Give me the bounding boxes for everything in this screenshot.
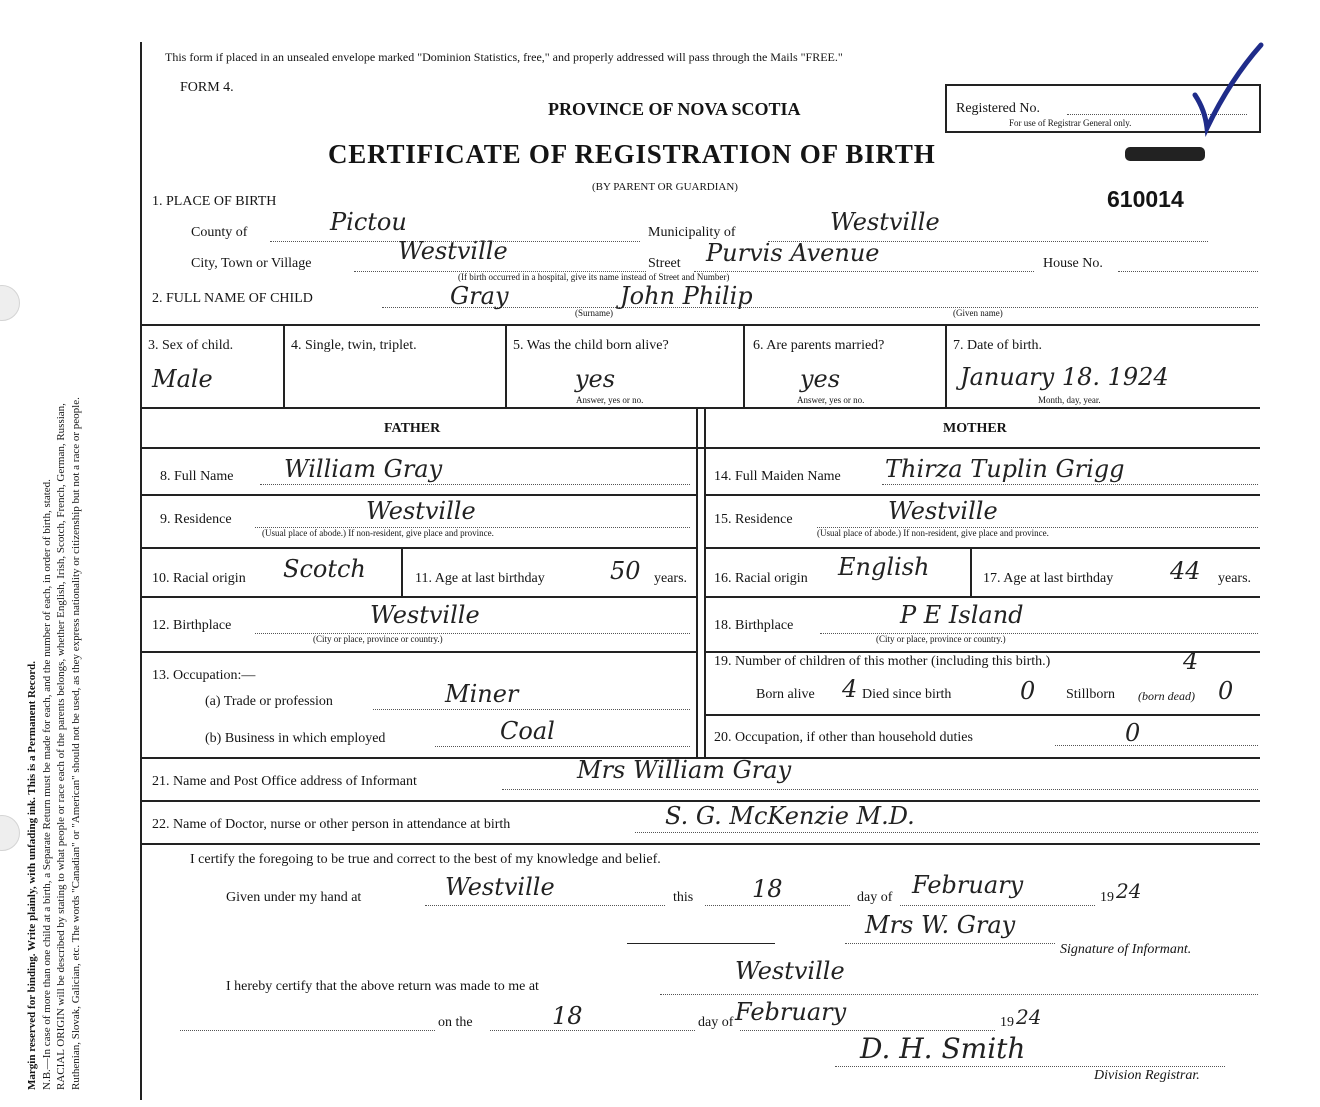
on-the-label: on the <box>438 1015 473 1030</box>
mother-heading: MOTHER <box>943 421 1007 436</box>
cell-divider <box>505 324 507 408</box>
line <box>425 905 665 906</box>
line <box>900 905 1095 906</box>
line <box>660 994 1258 995</box>
year-prefix: 19 <box>1100 890 1114 905</box>
line <box>490 1030 695 1031</box>
born-alive-label: 5. Was the child born alive? <box>513 338 669 353</box>
this-label: this <box>673 890 694 905</box>
street-value: Purvis Avenue <box>706 239 880 267</box>
born-alive-value: yes <box>575 365 616 393</box>
check-mark-icon <box>1185 40 1265 140</box>
cell-divider <box>283 324 285 408</box>
business-label: (b) Business in which employed <box>205 731 386 746</box>
informant-label: 21. Name and Post Office address of Informant <box>152 774 417 789</box>
line <box>502 789 1258 790</box>
registrar-day: 18 <box>552 1002 583 1030</box>
birthplace-note: (City or place, province or country.) <box>876 634 1006 644</box>
registered-no-note: For use of Registrar General only. <box>1009 118 1132 128</box>
registrar-month: February <box>735 998 847 1026</box>
born-alive-count: 4 <box>842 675 858 703</box>
given-name-note: (Given name) <box>953 308 1003 318</box>
father-age-label: 11. Age at last birthday <box>415 571 545 586</box>
line <box>845 943 1055 944</box>
line <box>180 1030 435 1031</box>
sex-value: Male <box>152 365 213 393</box>
father-age: 50 <box>610 557 641 585</box>
province-heading: PROVINCE OF NOVA SCOTIA <box>548 99 801 119</box>
mother-name-label: 14. Full Maiden Name <box>714 469 841 484</box>
mother-residence: Westville <box>888 497 998 525</box>
surname-note: (Surname) <box>575 308 613 318</box>
informant-name: Mrs William Gray <box>577 756 792 784</box>
father-birthplace-label: 12. Birthplace <box>152 618 232 633</box>
margin-notes <box>25 30 83 1090</box>
child-name-line <box>382 307 1258 308</box>
line <box>435 746 690 747</box>
municipality-value: Westville <box>830 208 940 236</box>
form-left-border <box>140 42 142 1100</box>
father-residence: Westville <box>366 497 476 525</box>
parents-center-divider <box>696 408 698 758</box>
mother-race: English <box>838 553 930 581</box>
line <box>835 1066 1225 1067</box>
registrar-year: 24 <box>1016 1005 1042 1029</box>
given-day: 18 <box>752 875 783 903</box>
father-residence-label: 9. Residence <box>160 512 232 527</box>
father-business: Coal <box>500 717 555 745</box>
mother-age: 44 <box>1170 557 1201 585</box>
page-title: CERTIFICATE OF REGISTRATION OF BIRTH <box>328 139 936 169</box>
date-of-birth-label: 7. Date of birth. <box>953 338 1043 353</box>
divider <box>140 494 696 496</box>
dob-note: Month, day, year. <box>1038 395 1101 405</box>
given-under-label: Given under my hand at <box>226 890 362 905</box>
certificate-number: 610014 <box>1107 186 1184 212</box>
year-prefix: 19 <box>1000 1015 1014 1030</box>
county-value: Pictou <box>330 208 407 236</box>
divider <box>140 843 1260 845</box>
date-of-birth-value: January 18. 1924 <box>960 363 1169 391</box>
given-at-place: Westville <box>445 873 555 901</box>
line <box>1055 745 1258 746</box>
died-count: 0 <box>1020 677 1036 705</box>
mother-age-label: 17. Age at last birthday <box>983 571 1114 586</box>
line <box>740 1030 995 1031</box>
birthplace-note: (City or place, province or country.) <box>313 634 443 644</box>
municipality-label: Municipality of <box>648 225 736 240</box>
line <box>882 484 1258 485</box>
children-count: 4 <box>1183 647 1199 675</box>
city-value: Westville <box>398 237 508 265</box>
line <box>705 905 850 906</box>
answer-note: Answer, yes or no. <box>576 395 644 405</box>
line <box>635 832 1258 833</box>
struck-number-mark <box>1125 147 1205 161</box>
child-surname: Gray <box>450 282 509 310</box>
mother-years-label: years. <box>1218 571 1252 586</box>
divider <box>704 494 1260 496</box>
father-name-label: 8. Full Name <box>160 469 234 484</box>
cell-divider <box>970 548 972 596</box>
parents-married-value: yes <box>800 365 841 393</box>
died-label: Died since birth <box>862 687 952 702</box>
mother-residence-label: 15. Residence <box>714 512 793 527</box>
divider <box>704 651 1260 653</box>
margin-note: RACIAL ORIGIN will be described by stating to what people or race each of the parents belongs, whether English, Irish, Scotch, French, German, Russian, <box>55 403 67 1090</box>
given-year: 24 <box>1116 879 1142 903</box>
parents-center-divider <box>704 408 706 758</box>
given-month: February <box>912 871 1024 899</box>
divider <box>140 407 1260 409</box>
born-alive-count-label: Born alive <box>756 687 815 702</box>
registrar-certify-text: I hereby certify that the above return was made to me at <box>226 979 539 994</box>
cell-divider <box>401 548 403 596</box>
trade-label: (a) Trade or profession <box>205 694 333 709</box>
binding-hole <box>0 815 20 851</box>
informant-signature-label: Signature of Informant. <box>1060 942 1192 957</box>
page-subtitle: (BY PARENT OR GUARDIAN) <box>592 181 738 193</box>
signature-line <box>627 943 775 944</box>
mother-birthplace: P E Island <box>900 601 1024 629</box>
divider <box>140 651 696 653</box>
mother-maiden-name: Thirza Tuplin Grigg <box>885 455 1125 483</box>
residence-note: (Usual place of abode.) If non-resident, give place and province. <box>262 528 494 538</box>
sex-label: 3. Sex of child. <box>148 338 234 353</box>
stillborn-label: Stillborn <box>1066 687 1116 702</box>
street-label: Street <box>648 256 681 271</box>
mail-notice: This form if placed in an unsealed envelope marked "Dominion Statistics, free," and properly addressed will pass through the Mails "FREE." <box>165 50 843 64</box>
hospital-note: (If birth occurred in a hospital, give its name instead of Street and Number) <box>458 272 730 282</box>
certify-text: I certify the foregoing to be true and correct to the best of my knowledge and belief. <box>190 852 661 867</box>
day-of-label: day of <box>698 1015 734 1030</box>
margin-note: Ruthenian, Slovak, Galician, etc. The words "Canadian" or "American" should not be used, as they express nationality or citizenship but not a race or people. <box>69 397 82 1090</box>
stillborn-count: 0 <box>1218 677 1234 705</box>
divider <box>140 596 696 598</box>
doctor-label: 22. Name of Doctor, nurse or other person in attendance at birth <box>152 817 511 832</box>
margin-note: N.B.—In case of more than one child at a birth, a Separate Return must be made for each, and the number of each, in order of birth, stated. <box>40 479 53 1090</box>
father-race: Scotch <box>283 555 366 583</box>
father-name: William Gray <box>284 455 443 483</box>
doctor-name: S. G. McKenzie M.D. <box>665 802 915 830</box>
binding-hole <box>0 285 20 321</box>
house-no-label: House No. <box>1043 256 1103 271</box>
divider <box>704 596 1260 598</box>
division-registrar-label: Division Registrar. <box>1094 1068 1200 1083</box>
day-of-label: day of <box>857 890 893 905</box>
form-number: FORM 4. <box>180 80 234 95</box>
answer-note: Answer, yes or no. <box>797 395 865 405</box>
father-birthplace: Westville <box>370 601 480 629</box>
children-count-label: 19. Number of children of this mother (including this birth.) <box>714 654 1051 669</box>
residence-note: (Usual place of abode.) If non-resident, give place and province. <box>817 528 1049 538</box>
divider <box>140 324 1260 326</box>
divider <box>140 547 696 549</box>
father-occupation-label: 13. Occupation:— <box>152 668 256 683</box>
place-of-birth-label: 1. PLACE OF BIRTH <box>152 194 277 209</box>
mother-occupation: 0 <box>1125 719 1141 747</box>
father-heading: FATHER <box>384 421 441 436</box>
mother-occupation-label: 20. Occupation, if other than household duties <box>714 730 973 745</box>
line <box>260 484 690 485</box>
informant-signature: Mrs W. Gray <box>865 911 1016 939</box>
cell-divider <box>945 324 947 408</box>
mother-birthplace-label: 18. Birthplace <box>714 618 794 633</box>
father-trade: Miner <box>445 680 519 708</box>
county-label: County of <box>191 225 248 240</box>
street-line <box>694 271 1034 272</box>
cell-divider <box>743 324 745 408</box>
child-name-label: 2. FULL NAME OF CHILD <box>152 291 313 306</box>
father-race-label: 10. Racial origin <box>152 571 246 586</box>
registered-no-label: Registered No. <box>956 101 1040 116</box>
registrar-place: Westville <box>735 957 845 985</box>
mother-race-label: 16. Racial origin <box>714 571 808 586</box>
father-years-label: years. <box>654 571 688 586</box>
parents-married-label: 6. Are parents married? <box>753 338 885 353</box>
stillborn-note: (born dead) <box>1138 689 1195 703</box>
divider <box>704 714 1260 716</box>
registrar-signature: D. H. Smith <box>860 1032 1026 1065</box>
divider <box>704 547 1260 549</box>
city-label: City, Town or Village <box>191 256 312 271</box>
plurality-label: 4. Single, twin, triplet. <box>291 338 417 353</box>
house-no-line <box>1118 271 1258 272</box>
margin-note: Margin reserved for binding. Write plainly, with unfading ink. This is a Permanent Record. <box>26 661 38 1090</box>
child-given-name: John Philip <box>620 282 753 310</box>
divider <box>140 447 1260 449</box>
line <box>373 709 690 710</box>
